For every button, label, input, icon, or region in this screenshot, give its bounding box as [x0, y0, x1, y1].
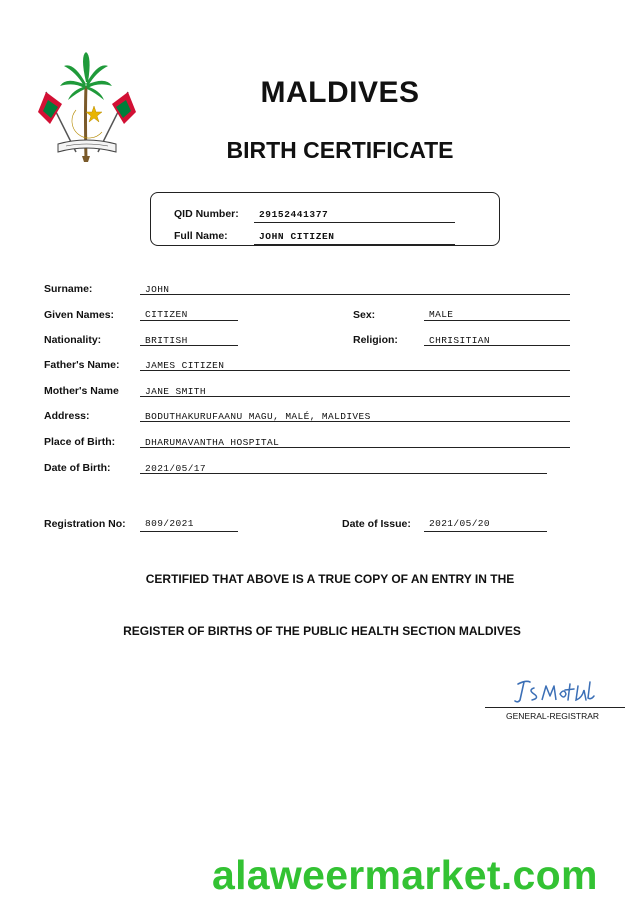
date-of-issue-label: Date of Issue: [342, 518, 411, 530]
mother-value: JANE SMITH [145, 386, 207, 397]
signature-line [485, 707, 625, 708]
surname-label: Surname: [44, 283, 93, 295]
certification-line-2: REGISTER OF BIRTHS OF THE PUBLIC HEALTH SECTION MALDIVES [123, 624, 521, 638]
signatory-title: GENERAL-REGISTRAR [506, 711, 600, 721]
address-underline [140, 421, 570, 422]
date-of-birth-label: Date of Birth: [44, 462, 111, 474]
registration-no-value: 809/2021 [145, 518, 194, 529]
sex-underline [424, 320, 570, 321]
qid-label: QID Number: [174, 208, 239, 220]
registration-no-underline [140, 531, 238, 532]
watermark-text: alaweermarket.com [212, 852, 598, 898]
date-of-birth-value: 2021/05/17 [145, 463, 207, 474]
religion-label: Religion: [353, 334, 398, 346]
address-label: Address: [44, 410, 90, 422]
surname-underline [140, 294, 570, 295]
father-underline [140, 370, 570, 371]
surname-value: JOHN [145, 284, 170, 295]
certification-line-1: CERTIFIED THAT ABOVE IS A TRUE COPY OF AN ENTRY IN THE [145, 572, 515, 586]
date-of-issue-underline [424, 531, 547, 532]
father-label: Father's Name: [44, 359, 120, 371]
given-names-value: CITIZEN [145, 309, 188, 320]
given-names-underline [140, 320, 238, 321]
date-of-birth-underline [140, 473, 547, 474]
address-value: BODUTHAKURUFAANU MAGU, MALÉ, MALDIVES [145, 411, 371, 422]
document-title: BIRTH CERTIFICATE [226, 137, 454, 163]
nationality-underline [140, 345, 238, 346]
qid-value: 29152441377 [259, 209, 329, 220]
religion-value: CHRISITIAN [429, 335, 491, 346]
mother-underline [140, 396, 570, 397]
place-of-birth-label: Place of Birth: [44, 436, 116, 448]
religion-underline [424, 345, 570, 346]
fullname-underline [254, 244, 455, 245]
fullname-label: Full Name: [174, 230, 228, 242]
registration-no-label: Registration No: [44, 518, 126, 530]
date-of-issue-value: 2021/05/20 [429, 518, 491, 529]
sex-value: MALE [429, 309, 454, 320]
signature-icon [512, 676, 596, 706]
fullname-value: JOHN CITIZEN [259, 231, 335, 242]
qid-underline [254, 222, 455, 223]
sex-label: Sex: [353, 309, 376, 321]
place-of-birth-underline [140, 447, 570, 448]
nationality-value: BRITISH [145, 335, 188, 346]
nationality-label: Nationality: [44, 334, 102, 346]
given-names-label: Given Names: [44, 309, 115, 321]
father-value: JAMES CITIZEN [145, 360, 225, 371]
country-title: MALDIVES [260, 76, 420, 109]
mother-label: Mother's Name [44, 385, 119, 397]
place-of-birth-value: DHARUMAVANTHA HOSPITAL [145, 437, 280, 448]
